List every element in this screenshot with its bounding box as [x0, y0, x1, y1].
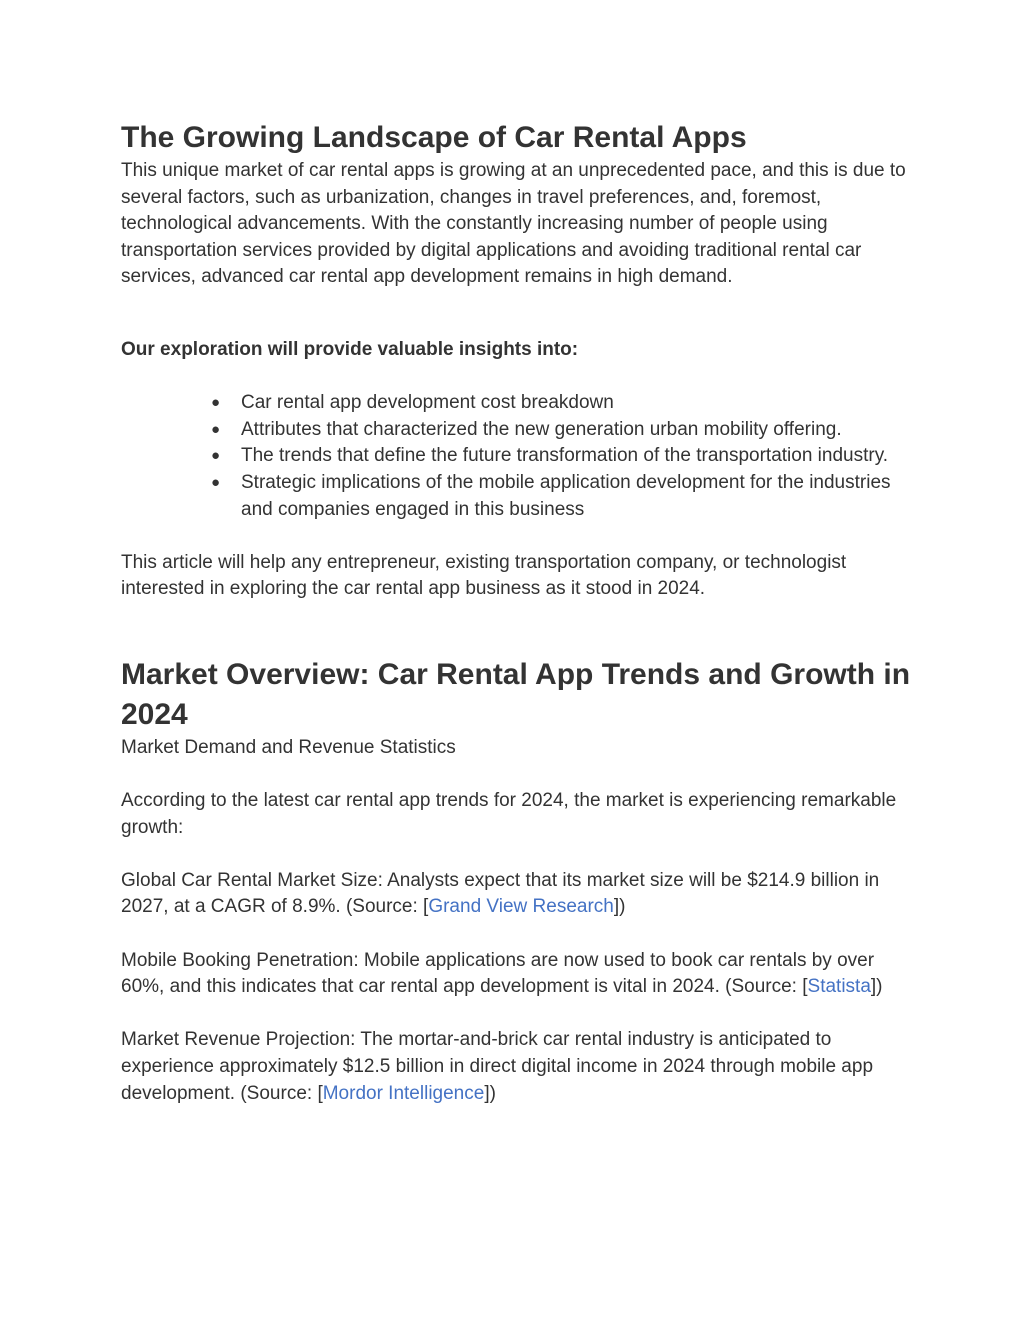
- bullet-icon: ●: [211, 447, 221, 465]
- stat-mobile-booking: [121, 948, 911, 1001]
- list-item: [211, 443, 911, 470]
- list-item: [211, 470, 911, 523]
- section2-subtitle: Market Demand and Revenue Statistics: [121, 736, 456, 758]
- section2-title: Market Overview: Car Rental App Trends and Growth in 2024: [121, 657, 911, 731]
- section1-closing: This article will help any entrepreneur, existing transportation company, or technologist interested in exploring the car rental app business as it stood in 2024.: [121, 551, 847, 600]
- stat-tail: ]): [870, 976, 883, 998]
- list-item: [211, 390, 911, 417]
- stat-revenue-projection: [121, 1027, 911, 1107]
- stat-tail: ]): [484, 1082, 496, 1104]
- bullet-icon: ●: [211, 420, 221, 438]
- stat-text: Global Car Rental Market Size: Analysts expect that its market size will be $214.9 billion in 2027, at a CAGR of 8.9%. (Source: [: [121, 869, 880, 918]
- source-link-mordor-intelligence[interactable]: Mordor Intelligence: [322, 1082, 485, 1104]
- insights-list: [121, 390, 911, 523]
- document-content: [121, 118, 911, 1107]
- list-item: [211, 417, 911, 444]
- insights-heading: Our exploration will provide valuable insights into:: [121, 338, 579, 360]
- stat-text: Market Revenue Projection: The mortar-and-brick car rental industry is anticipated to experience approximately $12.5 billion in direct digital income in 2024 through mobile app development. (Source: [: [121, 1029, 874, 1104]
- stat-tail: ]): [613, 896, 626, 918]
- bullet-icon: ●: [211, 394, 221, 412]
- list-item-text: Strategic implications of the mobile application development for the industries and companies engaged in this business: [241, 471, 891, 520]
- section2-lead: According to the latest car rental app trends for 2024, the market is experiencing remarkable growth:: [121, 790, 897, 838]
- section1-intro: This unique market of car rental apps is growing at an unprecedented pace, and this is due to several factors, such as urbanization, changes in travel preferences, and, foremost, technological advancements. With the constantly increasing number of people using transportation services provided by digital applications and avoiding traditional rental car services, advanced car rental app development remains in high demand.: [121, 160, 906, 288]
- source-link-statista[interactable]: Statista: [807, 976, 871, 998]
- stat-text: Mobile Booking Penetration: Mobile applications are now used to book car rentals by over 60%, and this indicates that car rental app development is vital in 2024. (Source: [: [121, 949, 875, 998]
- list-item-text: Attributes that characterized the new generation urban mobility offering.: [241, 418, 842, 440]
- list-item-text: Car rental app development cost breakdown: [241, 392, 614, 414]
- bullet-icon: ●: [211, 473, 221, 491]
- stat-market-size: [121, 868, 911, 921]
- section1-title: The Growing Landscape of Car Rental Apps: [121, 121, 747, 154]
- list-item-text: The trends that define the future transformation of the transportation industry.: [241, 445, 889, 467]
- source-link-grand-view-research[interactable]: Grand View Research: [428, 896, 614, 918]
